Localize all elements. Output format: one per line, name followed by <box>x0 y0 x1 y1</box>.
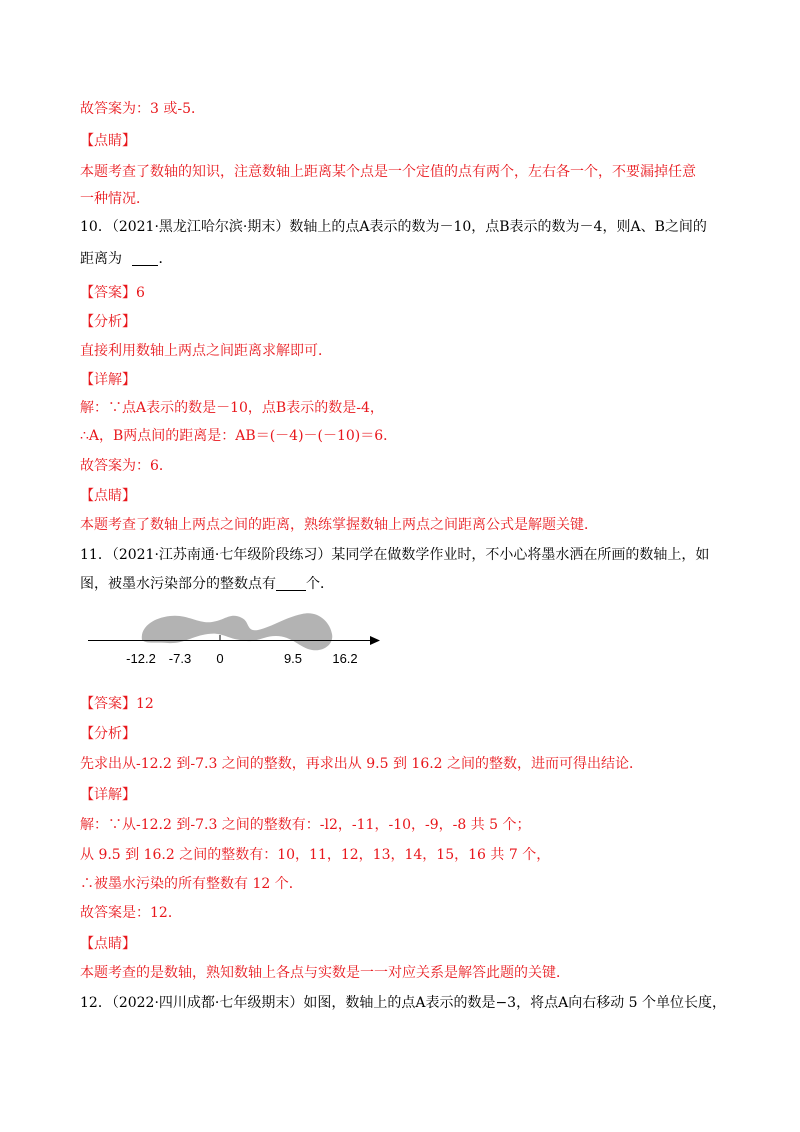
comment-title: 【点睛】 <box>80 133 136 149</box>
number-line-figure <box>80 600 390 670</box>
tick-label: -7.3 <box>168 651 192 666</box>
q10-analysis-title: 【分析】 <box>80 314 136 330</box>
tick-label: 9.5 <box>283 651 303 666</box>
q11-detail-title: 【详解】 <box>80 787 136 803</box>
q10-answer-blank <box>132 251 158 266</box>
q10-stem-end: ． <box>158 251 173 267</box>
q11-analysis-title: 【分析】 <box>80 726 136 742</box>
q11-comment-title: 【点睛】 <box>80 936 136 952</box>
q12-stem-line1: 12．（2022·四川成都·七年级期末）如图，数轴上的点A表示的数是−3，将点A向右移动 5 个单位长度， <box>80 995 727 1011</box>
comment-text-cont: 一种情况． <box>80 191 150 207</box>
q10-analysis-text: 直接利用数轴上两点之间距离求解即可． <box>80 343 332 359</box>
q11-comment-text: 本题考查的是数轴，熟知数轴上各点与实数是一一对应关系是解答此题的关键． <box>80 965 570 981</box>
q11-stem-line1: 11．（2021·江苏南通·七年级阶段练习）某同学在做数学作业时，不小心将墨水洒在所画的数轴上，如 <box>80 547 710 563</box>
q10-answer: 【答案】6 <box>80 285 145 301</box>
tick-label: 0 <box>216 651 224 666</box>
q10-detail-line1: 解：∵点A表示的数是－10，点B表示的数是-4， <box>80 400 384 416</box>
q10-final-answer: 故答案为：6． <box>80 458 173 474</box>
q11-answer-blank <box>276 576 306 591</box>
q11-detail-line2: 从 9.5 到 16.2 之间的整数有：10，11，12，13，14，15，16 共 7 个， <box>80 847 551 863</box>
q10-detail-title: 【详解】 <box>80 372 136 388</box>
q11-final-answer: 故答案是：12． <box>80 905 182 921</box>
q10-stem-text: 距离为 <box>80 251 122 267</box>
q11-answer: 【答案】12 <box>80 696 154 712</box>
q10-comment-text: 本题考查了数轴上两点之间的距离，熟练掌握数轴上两点之间距离公式是解题关键． <box>80 517 598 533</box>
q11-stem-text: 图，被墨水污染部分的整数点有 <box>80 576 276 592</box>
q11-analysis-text: 先求出从-12.2 到-7.3 之间的整数，再求出从 9.5 到 16.2 之间的整数，进而可得出结论． <box>80 756 644 772</box>
tick-label: 16.2 <box>332 651 358 666</box>
q10-detail-line2: ∴A，B两点间的距离是：AB＝(－4)－(－10)＝6． <box>80 428 398 444</box>
q11-stem-line2 <box>80 574 334 594</box>
q10-stem-line2 <box>80 249 172 269</box>
axis-arrow-icon <box>370 636 380 645</box>
comment-text: 本题考查了数轴的知识，注意数轴上距离某个点是一个定值的点有两个，左右各一个，不要漏掉任意 <box>80 164 696 180</box>
q11-stem-end: 个． <box>306 576 334 592</box>
q10-comment-title: 【点睛】 <box>80 488 136 504</box>
q11-detail-line3: ∴被墨水污染的所有整数有 12 个． <box>80 876 303 892</box>
answer-text: 故答案为：3 或-5． <box>80 101 205 117</box>
tick-label: -12.2 <box>126 651 156 666</box>
ink-blot <box>142 613 332 650</box>
q11-detail-line1: 解：∵从-12.2 到-7.3 之间的整数有：-l2，-11，-10，-9，-8 共 5 个； <box>80 817 531 833</box>
q10-stem-line1: 10．（2021·黑龙江哈尔滨·期末）数轴上的点A表示的数为－10，点B表示的数为－4，则A、B之间的 <box>80 219 707 235</box>
